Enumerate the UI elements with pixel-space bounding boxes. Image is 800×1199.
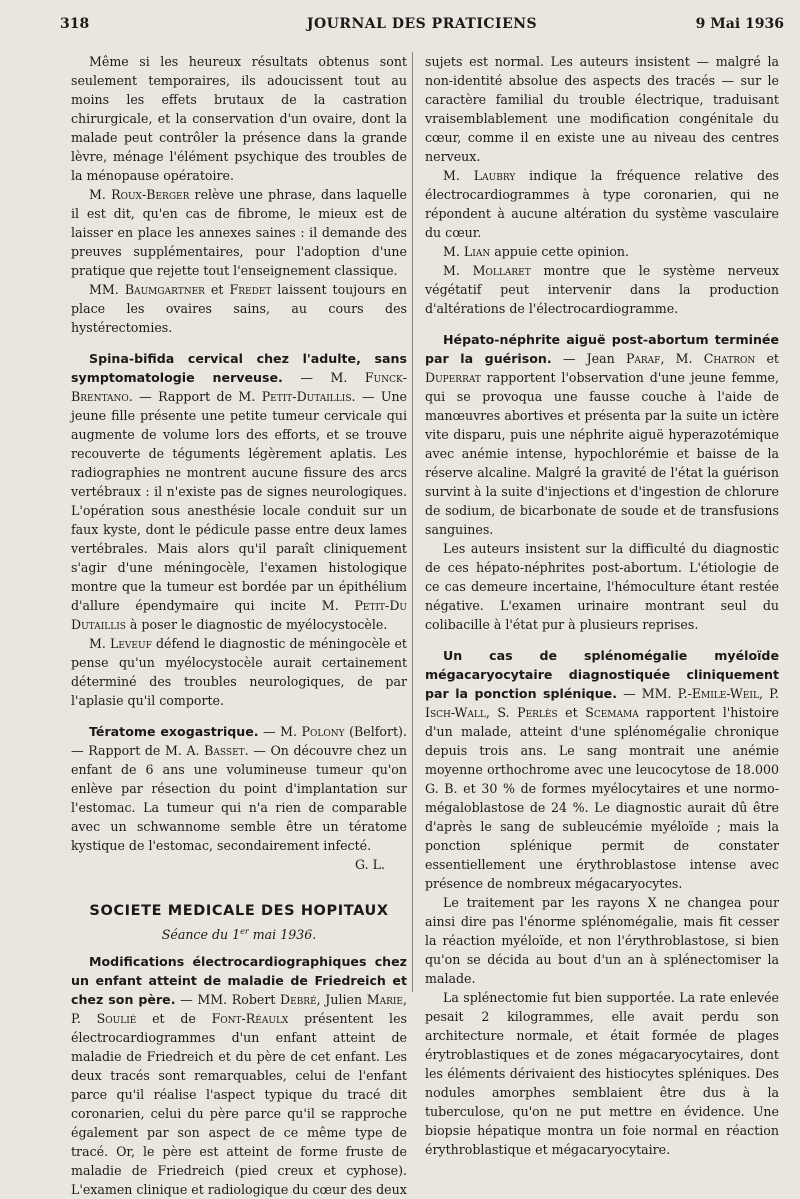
author-name: Lian [463, 244, 491, 259]
journal-title: JOURNAL DES PRATICIENS [306, 16, 538, 32]
author-name: Polony [301, 724, 345, 739]
author-name: Mollaret [472, 263, 531, 278]
paragraph: La splénectomie fut bien supportée. La rate enlevée pesait 2 kilogrammes, elle avait perdu son architecture normale, et était formée de plages érytroblastiques et de zones mégacaryocytaires, dont les éléments dérivaient des histiocytes spléniques. Des nodules amorphes semblaient être dus à la tuberculose, qu'on ne put mettre en évidence. Une biopsie hépatique montra un foie normal en réaction érythroblastique et mégacaryocytaire. [425, 990, 779, 1157]
signature: G. L. [355, 857, 385, 872]
article-spina-bifida [71, 349, 407, 710]
section-heading: SOCIETE MEDICALE DES HOPITAUX [89, 903, 389, 919]
author-name: Font-Réaulx [211, 1011, 289, 1026]
article-title: Un cas de splénomégalie myéloïde mégacaryocytaire diagnostiquée cliniquement par la ponction splénique. [425, 648, 779, 701]
paragraph: Les auteurs insistent sur la difficulté du diagnostic de ces hépato-néphrites post-abortum. L'étiologie de ce cas demeure incertaine, l'hémoculture étant restée négative. L'examen urinaire montrant seul du colibacille à l'état pur à plusieurs reprises. [425, 541, 779, 632]
article-paragraph: Spina-bifida cervical chez l'adulte, sans symptomatologie nerveuse. — M. Funck-Brentano. — Rapport de M. Petit-Dutaillis. — Une jeune fille présente une petite tumeur cervicale qui augmente de volume lors des efforts, et se trouve recouverte de téguments légèrement aplatis. Les radiographies ne montrent aucune fissure des arcs vertébraux : il n'existe pas de signes neurologiques. L'opération sous anesthésie locale conduit sur un faux kyste, dont le pédicule passe entre deux lames vertébrales. Mais alors qu'il paraît cliniquement s'agir d'une méningocèle, l'examen histologique montre que la tumeur est bordée par un épithélium d'allure épendymaire qui incite M. Petit-Du Dutaillis à poser le diagnostic de myélocystocèle. [71, 351, 408, 632]
author-name: Basset [204, 743, 245, 758]
author-name: Leveuf [110, 636, 152, 651]
author-name: Laubry [473, 168, 516, 183]
article-title: Modifications électrocardiographiques chez un enfant atteint de maladie de Friedreich et chez son père. [71, 954, 407, 1007]
author-name: Soulié [96, 1011, 137, 1026]
author-name: Debré [280, 992, 317, 1007]
article-friedreich [71, 952, 407, 1199]
author-name: Scemama [585, 705, 639, 720]
author-name: Duperrat [425, 370, 481, 385]
paragraph: M. Leveuf défend le diagnostic de méningocèle et pense qu'un myélocystocèle aurait certainement déterminé des troubles neurologiques, de par l'aplasie qu'il comporte. [71, 636, 407, 708]
author-name: Fredet [229, 282, 272, 297]
author-name: Funck-Brentano [71, 370, 407, 404]
article-title: Hépato-néphrite aiguë post-abortum terminée par la guérison. [425, 332, 779, 366]
author-name: Perlès [517, 705, 558, 720]
paragraph: M. Roux-Berger relève une phrase, dans laquelle il est dit, qu'en cas de fibrome, le mieux est de laisser en place les annexes saines : il demande des preuves supplémentaires, pour l'adoption d'une pratique que rejette tout l'enseignement classique. [71, 187, 407, 278]
author-name: Paraf [625, 351, 661, 366]
article-paragraph: Tératome exogastrique. — M. Polony (Belfort). — Rapport de M. A. Basset. — On découvre chez un enfant de 6 ans une volumineuse tumeur qu'on enlève par résection du point d'implantation sur l'estomac. La tumeur qui n'a rien de comparable avec un schwannome semble être un tératome kystique de l'estomac, secondairement infecté. [71, 724, 407, 853]
page-number: 318 [60, 16, 90, 32]
author-name: Petit-Dutaillis [261, 389, 352, 404]
running-header [60, 16, 784, 38]
author-name: Baumgartner [124, 282, 205, 297]
paragraph: M. Mollaret montre que le système nerveux végétatif peut intervenir dans la production d'altérations de l'électrocardiogramme. [425, 263, 779, 316]
paragraph: Le traitement par les rayons X ne changea pour ainsi dire pas l'énorme splénomégalie, mais fit cesser la réaction myéloïde, et non l'érythroblastose, si bien qu'on se décida au bout d'un an à splénectomiser la malade. [425, 895, 779, 986]
paragraph: Même si les heureux résultats obtenus sont seulement temporaires, ils adoucissent tout au moins les effets brutaux de la castration chirurgicale, et la conservation d'un ovaire, dont la malade peut contrôler la présence dans la grande lèvre, ménage l'élément psychique des troubles de la ménopause opératoire. [71, 54, 407, 183]
author-name: Chatron [703, 351, 756, 366]
author-name: Isch-Wall [425, 705, 486, 720]
author-name: Emile-Weil [691, 686, 759, 701]
right-column [425, 52, 779, 1159]
article-paragraph: Un cas de splénomégalie myéloïde mégacaryocytaire diagnostiquée cliniquement par la ponction splénique. — MM. P.-Emile-Weil, P. Isch-Wall, S. Perlès et Scemama rapportent l'histoire d'un malade, atteint d'une splénomégalie chronique depuis trois ans. Le sang montrait une anémie moyenne orthochrome avec une leucocytose de 18.000 G. B. et 30 % de formes myélocytaires et une normo-mégaloblastose de 24 %. Le diagnostic aurait dû être d'après le sang de subleucémie myéloïde ; mais la ponction splénique permit de constater essentiellement une érythroblastose intense avec présence de nombreux mégacaryocytes. [425, 648, 779, 891]
author-name: Petit-Du Dutaillis [71, 598, 407, 632]
article-title: Tératome exogastrique. [89, 724, 259, 739]
article-title: Spina-bifida cervical chez l'adulte, sans symptomatologie nerveuse. [71, 351, 407, 385]
paragraph: MM. Baumgartner et Fredet laissent toujours en place les ovaires sains, au cours des hystérectomies. [71, 282, 407, 335]
article-paragraph: Hépato-néphrite aiguë post-abortum terminée par la guérison. — Jean Paraf, M. Chatron et Duperrat rapportent l'observation d'une jeune femme, qui se provoqua une fausse couche à l'aide de manœuvres abortives et présenta par la suite un ictère vite disparu, puis une néphrite aiguë hyperazotémique avec anémie intense, hypochlorémie et baisse de la réserve alcaline. Malgré la gravité de l'état la guérison survint à la suite d'injections et d'ingestion de chlorure de sodium, de bicarbonate de soude et de transfusions sanguines. [425, 332, 779, 537]
paragraph: M. Lian appuie cette opinion. [443, 244, 630, 259]
article-paragraph: Modifications électrocardiographiques chez un enfant atteint de maladie de Friedreich et chez son père. — MM. Robert Debré, Julien Marie, P. Soulié et de Font-Réaulx présentent les électrocardiogrammes d'un enfant atteint de maladie de Friedreich et du père de cet enfant. Les deux tracés sont remarquables, celui de l'enfant parce qu'il réalise l'aspect typique du tracé dit coronarien, celui du père parce qu'il se rapproche également par son aspect de ce même type de tracé. Or, le père est atteint de forme fruste de maladie de Friedreich (pied creux et cyphose). L'examen clinique et radiologique du cœur des deux [71, 954, 407, 1197]
paragraph: sujets est normal. Les auteurs insistent — malgré la non-identité absolue des aspects des tracés — sur le caractère familial du trouble électrique, traduisant vraisemblablement une modification congénitale du cœur, comme il en existe une au niveau des centres nerveux. [425, 54, 779, 164]
paragraph: M. Laubry indique la fréquence relative des électrocardiogrammes à type coronarien, qui ne répondent à aucune altération du système vasculaire du cœur. [425, 168, 779, 240]
issue-date: 9 Mai 1936 [695, 16, 784, 32]
left-column [71, 52, 407, 1199]
article-teratome [71, 722, 407, 874]
author-name: Roux-Berger [111, 187, 190, 202]
article-splenomegalie [425, 646, 779, 1159]
author-name: Marie [366, 992, 403, 1007]
article-hepato-nephrite [425, 330, 779, 634]
session-date: Séance du 1er mai 1936. [161, 926, 317, 942]
column-divider [412, 52, 413, 992]
